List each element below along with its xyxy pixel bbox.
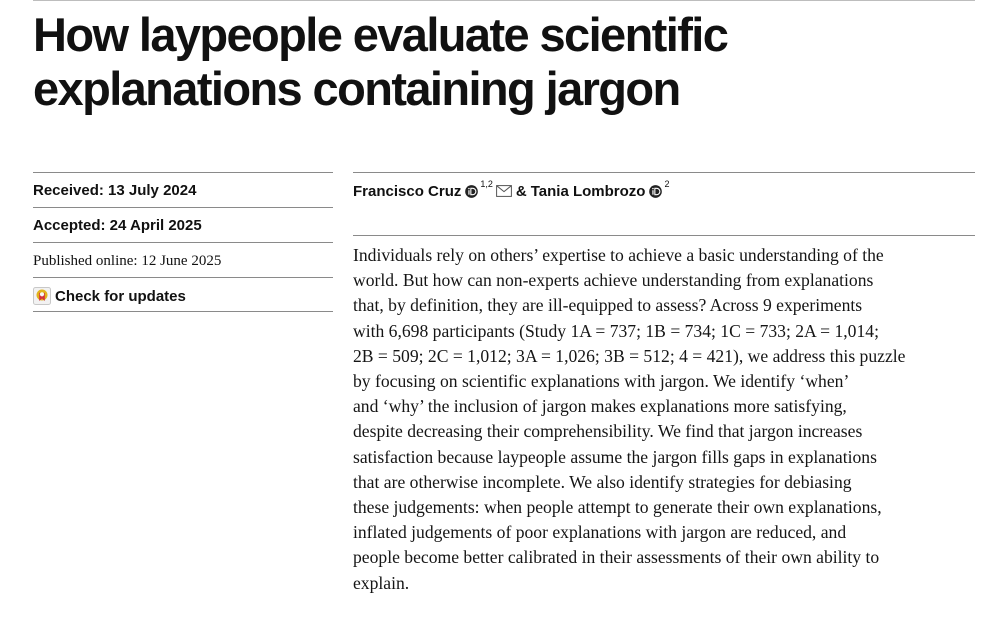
abstract-line: 2B = 509; 2C = 1,012; 3A = 1,026; 3B = 512; 4 = 421), we address this puzzle (353, 345, 906, 366)
crossmark-icon (33, 287, 51, 305)
title-line: How laypeople evaluate scientific (33, 8, 728, 61)
title-line: explanations containing jargon (33, 62, 680, 115)
check-updates-row (33, 277, 333, 312)
abstract-line: that are otherwise incomplete. We also identify strategies for debiasing (353, 471, 852, 492)
article-title (33, 8, 973, 116)
abstract-line: people become better calibrated in their assessments of their own ability to (353, 547, 880, 568)
author-affiliation: 1,2 (480, 179, 493, 189)
author-separator: & (515, 182, 527, 200)
orcid-icon[interactable] (649, 185, 662, 198)
check-updates-label: Check for updates (55, 287, 186, 305)
abstract-line: inflated judgements of poor explanations with jargon are reduced, and (353, 522, 847, 543)
abstract (353, 243, 978, 596)
abstract-line: satisfaction because laypeople assume the jargon fills gaps in explanations (353, 446, 877, 467)
envelope-icon[interactable] (496, 185, 512, 197)
check-updates-link[interactable] (33, 287, 333, 305)
abstract-line: by focusing on scientific explanations with jargon. We identify ‘when’ (353, 371, 850, 392)
orcid-icon[interactable] (465, 185, 478, 198)
author-name[interactable]: Francisco Cruz (353, 182, 462, 200)
author-name[interactable]: Tania Lombrozo (530, 182, 646, 200)
abstract-line: and ‘why’ the inclusion of jargon makes explanations more satisfying, (353, 396, 847, 417)
author-affiliation: 2 (664, 179, 670, 189)
authors-top-rule (353, 172, 975, 173)
author-list (353, 180, 669, 202)
top-rule (33, 0, 975, 1)
abstract-line: with 6,698 participants (Study 1A = 737; 1B = 734; 1C = 733; 2A = 1,014; (353, 320, 879, 341)
abstract-line: world. But how can non-experts achieve understanding from explanations (353, 270, 874, 291)
accepted-date: Accepted: 24 April 2025 (33, 207, 333, 242)
article-history (33, 172, 333, 312)
abstract-line: these judgements: when people attempt to generate their own explanations, (353, 497, 882, 518)
published-date: Published online: 12 June 2025 (33, 242, 333, 277)
abstract-line: Individuals rely on others’ expertise to achieve a basic understanding of the (353, 245, 884, 265)
authors-bottom-rule (353, 235, 975, 236)
received-date: Received: 13 July 2024 (33, 172, 333, 207)
abstract-line: that, by definition, they are ill-equipped to assess? Across 9 experiments (353, 295, 863, 316)
abstract-line: explain. (353, 572, 410, 593)
abstract-line: despite decreasing their comprehensibility. We find that jargon increases (353, 421, 863, 442)
